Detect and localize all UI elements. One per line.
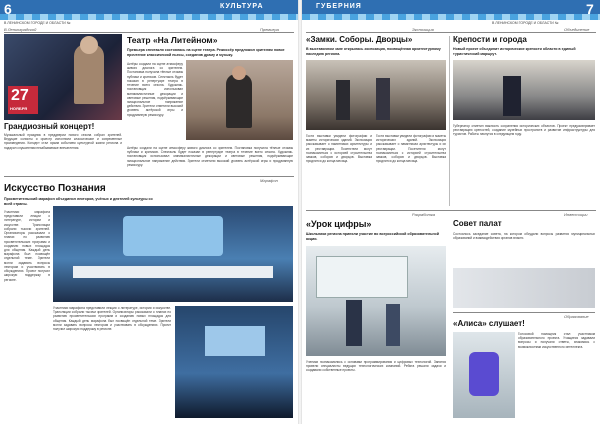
marathon-photo (53, 206, 293, 302)
fortresses-text: Губернатор отметил важность сохранения исторических объектов. Проект предусматривает реставрацию крепостей, создание музейных пространств и развитие инфраструктуры для туристов. Работы начнутся в следующем году. (453, 124, 595, 137)
castles-lead: В выставочном зале открылась экспозиция, посвящённая архитектурному наследию региона. (306, 47, 441, 56)
council-text: Состоялось заседание совета, на котором обсудили вопросы развития муниципальных образований и взаимодействия органов власти. (453, 232, 595, 241)
fortresses-title: Крепости и города (453, 35, 527, 44)
page-number: 7 (586, 1, 594, 17)
fortresses-lead: Новый проект объединит исторические крепости области в единый туристический маршрут. (453, 47, 576, 56)
theatre-text-continued: Актёры создали на сцене атмосферу живого диалога со зрителем. Постановка получила тёплые отзывы публики и критиков. Спектакль будет показан в репертуаре театра в течение всего сезона. Художник-постановщик использовал минималистичные декорации и световые решения, подчёркивающие эмоциональное напряжение действия. Зрители отметили высокий уровень актёрской игры и продуманную режиссуру. (127, 146, 293, 167)
digital-text: Ученики познакомились с основами программирования и цифровых технологий. Занятия провели специалисты ведущих технологических компаний. Ребята решали задачи и создавали собственные проекты. (306, 360, 446, 373)
section-label: Экспозиция (412, 27, 434, 32)
castles-text-col1: Гости выставки увидели фотографии и макеты исторических зданий. Экспозиция рассказывает о памятниках архитектуры и их реставрации. Посетители могут познакомиться с историей строительства замков, соборов и дворцов. Выставка продлится до конца месяца. (306, 134, 372, 164)
digital-title: «Урок цифры» (306, 219, 372, 229)
council-photo (453, 268, 595, 308)
exhibition-photo (306, 60, 446, 130)
divider (306, 210, 596, 211)
divider (306, 32, 596, 33)
rubric-title: КУЛЬТУРА (220, 3, 264, 10)
divider (453, 312, 595, 313)
visitor-figure (376, 78, 390, 120)
visitor-figure (336, 80, 350, 120)
castles-title: «Замки. Соборы. Дворцы» (306, 35, 413, 44)
digital-lead: Школьники региона приняли участие во всероссийской образовательной акции. (306, 232, 439, 241)
divider (4, 176, 294, 177)
left-page (0, 0, 298, 424)
rubric-title: ГУБЕРНИЯ (316, 3, 362, 10)
alice-text: Голосовой помощник стал участником образовательного проекта. Учащиеся задавали вопросы и получали ответы, знакомясь с возможностями искусственного интеллекта. (518, 332, 595, 349)
theatre-photo (186, 60, 293, 140)
section-label: В Ленинградской (4, 27, 37, 32)
meeting-photo (453, 60, 595, 120)
column-divider (449, 36, 450, 206)
right-page (302, 0, 600, 424)
stage-desk (73, 266, 273, 278)
concert-photo (4, 34, 122, 120)
theatre-text: Актёры создали на сцене атмосферу живого диалога со зрителем. Постановка получила тёплые отзывы публики и критиков. Спектакль будет показан в репертуаре театра в течение всего сезона. Художник-постановщик использовал минималистичные декорации и световые решения, подчёркивающие эмоциональное напряжение действия. Зрители отметили высокий уровень актёрской игры и продуманную режиссуру. (127, 62, 183, 117)
header-wave (302, 14, 600, 20)
section-label: Премьера (260, 27, 279, 32)
knowledge-title: Искусство Познания (4, 183, 106, 194)
stage-photo (175, 306, 293, 418)
whiteboard (316, 256, 408, 298)
concert-title: Грандиозный концерт! (4, 122, 95, 131)
theatre-title: Театр «На Литейном» (127, 35, 218, 45)
performer-head (80, 36, 98, 54)
divider (4, 32, 294, 33)
student-figure (386, 304, 400, 346)
section-label: Марафон (260, 178, 278, 183)
page-number: 6 (4, 1, 12, 17)
concert-text: Музыкальный праздник в преддверии нового сезона собрал зрителей. Ведущие солисты и оркестр исполнили классические и современные произведения. Концерт стал ярким событием культурной жизни региона и подарил слушателям незабываемые впечатления. (4, 133, 122, 150)
classroom-photo (306, 246, 446, 356)
date-number: 27 (11, 87, 29, 104)
date-month: НОЯБРЯ (10, 106, 28, 111)
theatre-lead: Премьера спектакля состоялась на сцене театра. Режиссёр предложил зрителям новое прочтение классической пьесы, соединив драму и музыку. (127, 48, 285, 57)
stage-screen-2 (205, 326, 265, 356)
student-figure (346, 300, 362, 346)
section-label: Разработка (412, 212, 436, 217)
section-label: Образование (564, 314, 589, 319)
castles-text-col2: Гости выставки увидели фотографии и макеты исторических зданий. Экспозиция рассказывает о памятниках архитектуры и их реставрации. Посетители могут познакомиться с историей строительства замков, соборов и дворцов. Выставка продлится до конца месяца. (376, 134, 446, 164)
smart-speaker (469, 352, 499, 396)
header-wave (0, 14, 298, 20)
council-title: Совет палат (453, 219, 502, 228)
knowledge-text-col1: Участники марафона представили лекции о литературе, истории и искусстве. Трансляции собрали тысячи зрителей. Организаторы рассказали о планах по развитию просветительских программ и созданию новых площадок для общения. Каждый день марафона был посвящён отдельной теме. Зрители могли задавать вопросы лекторам и участвовать в обсуждениях. Проект получил широкую поддержку в регионе. (4, 210, 50, 282)
header-meta: В ЛЕНИНСКОМ ГОРОДЕ И ОБЛАСТИ № (4, 21, 71, 25)
knowledge-text-col2: Участники марафона представили лекции о литературе, истории и искусстве. Трансляции собрали тысячи зрителей. Организаторы рассказали о планах по развитию просветительских программ и созданию новых площадок для общения. Каждый день марафона был посвящён отдельной теме. Зрители могли задавать вопросы лекторам и участвовать в обсуждениях. Проект получил широкую поддержку в регионе. (53, 306, 171, 332)
actor-head (232, 66, 246, 80)
section-label: Инвестиции (564, 212, 588, 217)
device-photo (453, 332, 515, 418)
stage-screen (123, 216, 223, 256)
section-label: Объединение (564, 27, 590, 32)
actor-figure (226, 74, 252, 128)
header-meta: В ЛЕНИНСКОМ ГОРОДЕ И ОБЛАСТИ № (492, 21, 559, 25)
alice-title: «Алиса» слушает! (453, 319, 525, 328)
knowledge-lead: Просветительский марафон объединил лекторов, учёных и деятелей культуры со всей страны. (4, 197, 153, 206)
official-figure (503, 76, 521, 116)
